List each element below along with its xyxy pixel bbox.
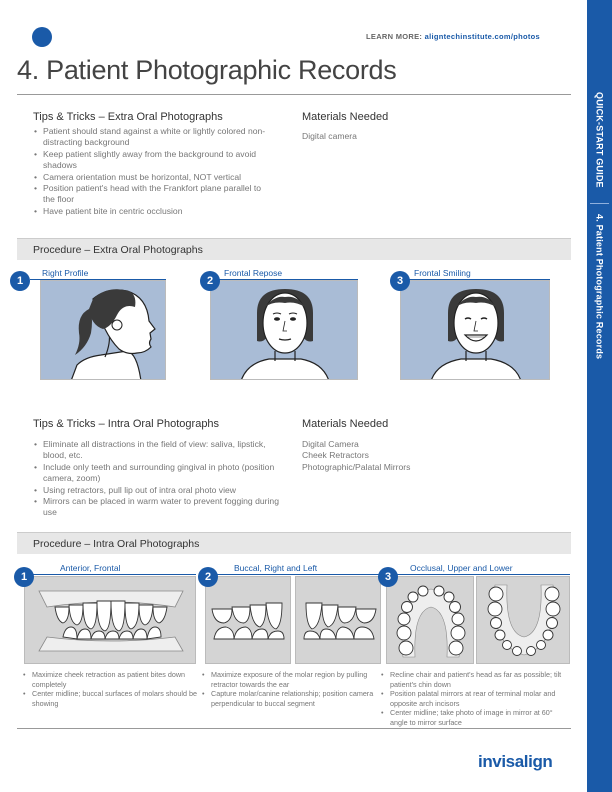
step-number-badge: 2 [198,567,218,587]
buccal-left-illustration [296,577,381,664]
step-caption: Occlusal, Upper and Lower [410,563,513,573]
frontal-repose-illustration [211,281,358,380]
learn-more-link[interactable]: aligntechinstitute.com/photos [424,32,540,41]
materials-item: Photographic/Palatal Mirrors [302,461,411,472]
step-notes [22,670,200,708]
anterior-teeth-illustration [25,577,196,664]
step-caption: Frontal Repose [224,268,283,278]
buccal-right-photo [205,576,291,664]
list-item: • Include only teeth and surrounding gingival in photo (position camera, zoom) [33,462,283,485]
intra-oral-procedure-heading: Procedure – Intra Oral Photographs [33,538,200,550]
extra-oral-tips-heading: Tips & Tricks – Extra Oral Photographs [33,111,223,123]
caption-rule [28,574,196,575]
extra-oral-procedure-bar [17,238,571,260]
extra-oral-materials [302,111,562,142]
frontal-repose-photo [210,280,358,380]
step-caption: Anterior, Frontal [60,563,121,573]
section-dot [32,27,52,47]
learn-more-label: LEARN MORE: [366,32,423,41]
list-item: • Have patient bite in centric occlusion [33,206,273,217]
occlusal-lower-illustration [477,577,570,664]
list-item: • Recline chair and patient's head as far as possible; tilt patient's chin down [380,670,570,689]
sidebar-corner [562,0,587,25]
right-profile-photo [40,280,166,380]
extra-oral-tips-list [33,126,273,217]
list-item: • Center midline; buccal surfaces of molars should be showing [22,689,200,708]
sidebar-guide-label: QUICK-START GUIDE [594,92,605,188]
title-divider [17,94,571,95]
footer-divider [17,728,571,729]
list-item: • Using retractors, pull lip out of intra oral photo view [33,485,283,496]
list-item: • Capture molar/canine relationship; position camera perpendicular to buccal segment [201,689,381,708]
frontal-smiling-photo [400,280,550,380]
step-notes-list [380,670,570,728]
occlusal-lower-photo [476,576,570,664]
step-caption: Buccal, Right and Left [234,563,318,573]
sidebar-divider [590,203,609,204]
step-notes [201,670,381,708]
step-caption: Right Profile [42,268,89,278]
list-item: • Camera orientation must be horizontal, NOT vertical [33,172,273,183]
step-number-badge: 1 [14,567,34,587]
buccal-left-photo [295,576,381,664]
step-number-badge: 3 [390,271,410,291]
step-notes-list [22,670,200,708]
list-item: • Position patient's head with the Frankfort plane parallel to the floor [33,183,273,206]
caption-rule [208,574,380,575]
list-item: • Maximize cheek retraction as patient bites down completely [22,670,200,689]
frontal-smiling-illustration [401,281,550,380]
step-number-badge: 2 [200,271,220,291]
extra-oral-materials-heading: Materials Needed [302,111,389,123]
extra-oral-tips [33,111,273,217]
step-number-badge: 1 [10,271,30,291]
buccal-right-illustration [206,577,291,664]
intra-oral-materials [302,418,562,473]
list-item: • Mirrors can be placed in warm water to prevent fogging during use [33,496,283,519]
step-notes [380,670,570,728]
profile-illustration [41,281,166,380]
page-title: 4. Patient Photographic Records [17,55,397,85]
list-item: • Maximize exposure of the molar region by pulling retractor towards the ear [201,670,381,689]
list-item: • Patient should stand against a white or lightly colored non-distracting background [33,126,273,149]
extra-oral-procedure-heading: Procedure – Extra Oral Photographs [33,244,203,256]
sidebar-section-label: 4. Patient Photographic Records [594,214,605,360]
intra-oral-tips [33,418,283,519]
intra-oral-materials-heading: Materials Needed [302,418,389,430]
list-item: • Position palatal mirrors at rear of terminal molar and opposite arch incisors [380,689,570,708]
step-caption: Frontal Smiling [414,268,471,278]
intra-oral-procedure-bar [17,532,571,554]
list-item: • Eliminate all distractions in the field of view: saliva, lipstick, blood, etc. [33,439,283,462]
materials-item: Cheek Retractors [302,450,369,461]
occlusal-upper-photo [386,576,474,664]
occlusal-upper-illustration [387,577,474,664]
materials-item: Digital Camera [302,439,359,449]
step-number-badge: 3 [378,567,398,587]
intra-oral-tips-list [33,439,283,519]
list-item: • Keep patient slightly away from the background to avoid shadows [33,149,273,172]
list-item: • Center midline; take photo of image in mirror at 60° angle to mirror surface [380,708,570,727]
step-notes-list [201,670,381,708]
invisalign-logo: invisalign [478,752,553,771]
caption-rule [390,574,570,575]
intra-oral-tips-heading: Tips & Tricks – Intra Oral Photographs [33,418,220,430]
materials-item: Digital camera [302,131,357,141]
learn-more [366,32,540,41]
anterior-photo [24,576,196,664]
